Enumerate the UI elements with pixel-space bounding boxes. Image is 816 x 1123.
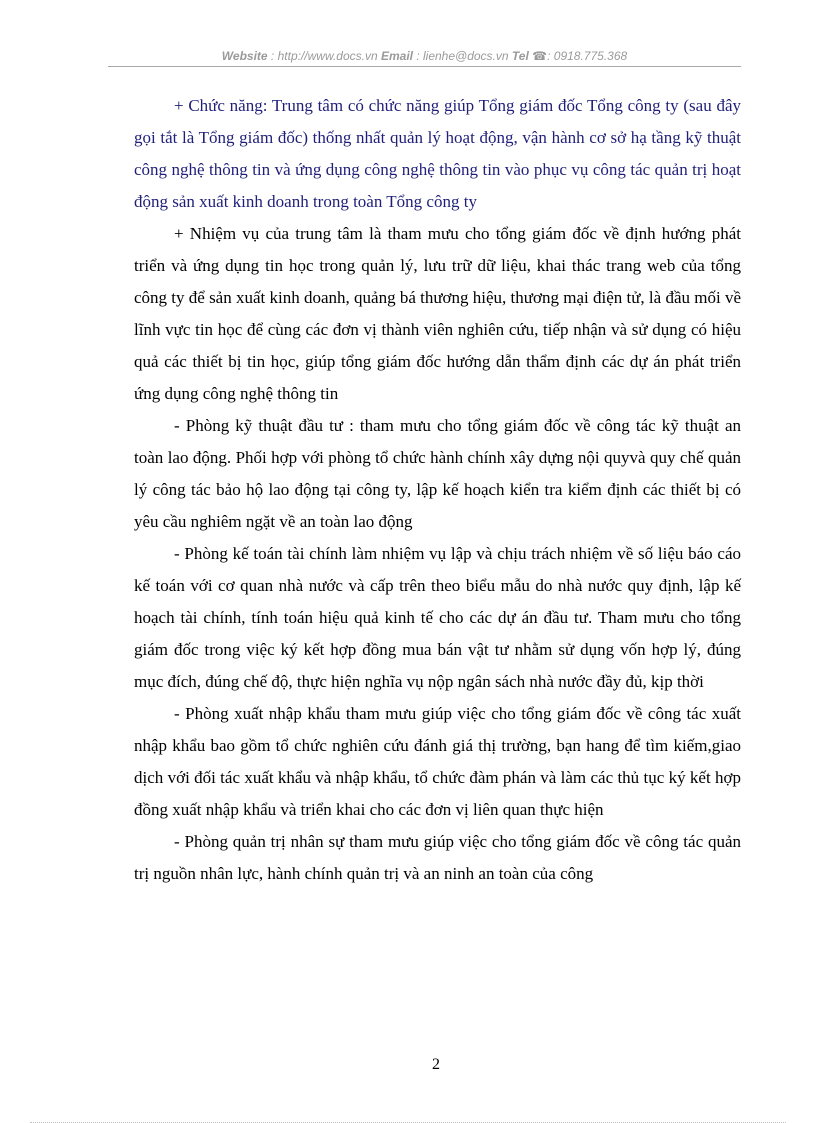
document-body bbox=[134, 90, 741, 890]
paragraph-phong-ke-toan: - Phòng kế toán tài chính làm nhiệm vụ lập và chịu trách nhiệm về số liệu báo cáo kế toán với cơ quan nhà nước và cấp trên theo biểu mẫu do nhà nước quy định, lập kế hoạch tài chính, tính toán hiệu quả kinh tế cho các dự án đầu tư. Tham mưu cho tổng giám đốc trong việc ký kết hợp đồng mua bán vật tư nhằm sử dụng vốn hợp lý, đúng mục đích, đúng chế độ, thực hiện nghĩa vụ nộp ngân sách nhà nước đầy đủ, kịp thời bbox=[134, 544, 741, 691]
paragraph-phong-xuat-nhap-khau: - Phòng xuất nhập khẩu tham mưu giúp việc cho tổng giám đốc về công tác xuất nhập khẩu bao gồm tổ chức nghiên cứu đánh giá thị trường, bạn hang để tìm kiếm,giao dịch với đối tác xuất khẩu và nhập khẩu, tổ chức đàm phán và làm các thủ tục ký kết hợp đồng xuất nhập khẩu và triển khai cho các đơn vị liên quan thực hiện bbox=[134, 704, 741, 819]
page-number: 2 bbox=[432, 1056, 440, 1073]
paragraph-nhiem-vu: + Nhiệm vụ của trung tâm là tham mưu cho tổng giám đốc về định hướng phát triển và ứng dụng tin học trong quản lý, lưu trữ dữ liệu, khai thác trang web của tổng công ty để sản xuất kinh doanh, quảng bá thương hiệu, thương mại điện tử, là đầu mối về lĩnh vực tin học để cùng các đơn vị thành viên nghiên cứu, tiếp nhận và sử dụng có hiệu quả các thiết bị tin học, giúp tổng giám đốc hướng dẫn thẩm định các dự án phát triển ứng dụng công nghệ thông tin bbox=[134, 224, 741, 403]
paragraph-phong-ky-thuat: - Phòng kỹ thuật đầu tư : tham mưu cho tổng giám đốc về công tác kỹ thuật an toàn lao động. Phối hợp với phòng tổ chức hành chính xây dựng nội quyvà quy chế quản lý công tác bảo hộ lao động tại công ty, lập kế hoạch kiển tra kiểm định các thiết bị có yêu cầu nghiêm ngặt về an toàn lao động bbox=[134, 416, 741, 531]
email-value: : lienhe@docs.vn bbox=[413, 49, 512, 63]
tel-value: : 0918.775.368 bbox=[547, 49, 628, 63]
phone-icon: ☎ bbox=[532, 49, 548, 63]
tel-label: Tel bbox=[511, 49, 529, 63]
paragraph-phong-quan-tri: - Phòng quản trị nhân sự tham mưu giúp việc cho tổng giám đốc về công tác quản trị nguồn nhân lực, hành chính quản trị và an ninh an toàn của công bbox=[134, 832, 741, 883]
page-header bbox=[108, 46, 741, 66]
website-value: : http://www.docs.vn bbox=[267, 49, 381, 63]
paragraph-chuc-nang: + Chức năng: Trung tâm có chức năng giúp Tổng giám đốc Tổng công ty (sau đây gọi tắt là Tổng giám đốc) thống nhất quản lý hoạt động, vận hành cơ sở hạ tầng kỹ thuật công nghệ thông tin và ứng dụng công nghệ thông tin vào phục vụ công tác quản trị hoạt động sản xuất kinh doanh trong toàn Tổng công ty bbox=[134, 96, 741, 211]
website-label: Website bbox=[221, 49, 268, 63]
email-label: Email bbox=[380, 49, 413, 63]
header-divider bbox=[108, 66, 741, 67]
